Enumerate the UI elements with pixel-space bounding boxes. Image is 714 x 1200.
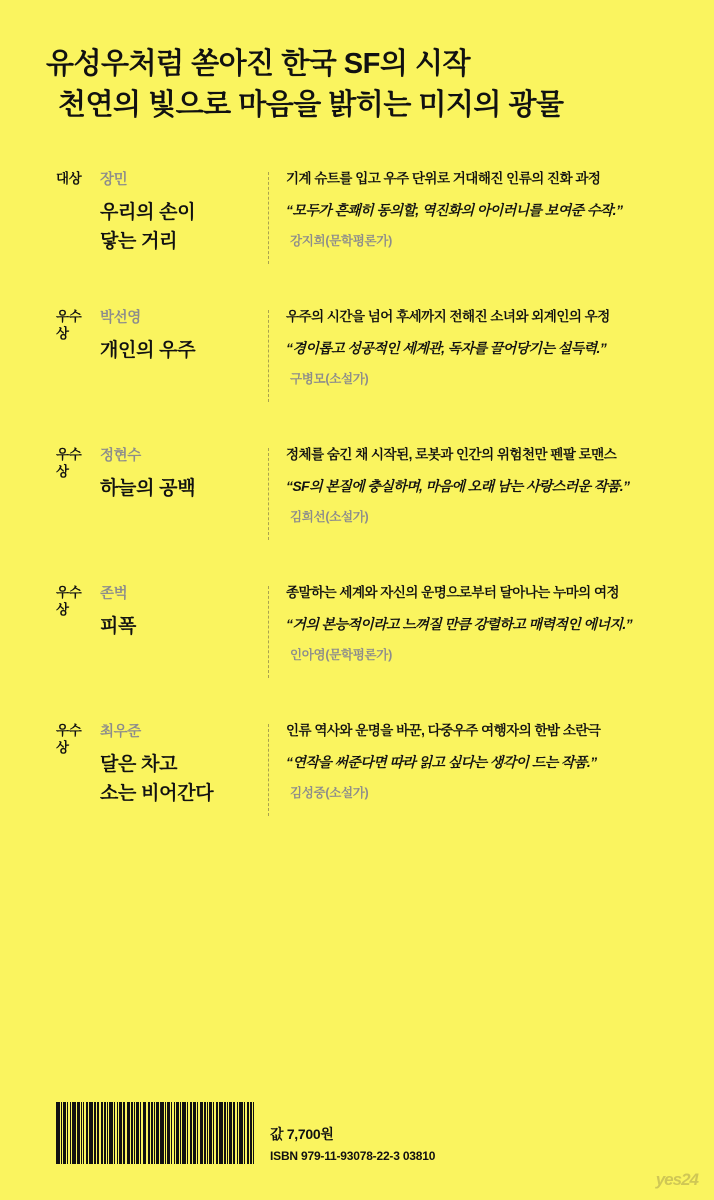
barcode — [56, 1102, 256, 1164]
dashed-divider — [268, 724, 270, 816]
award-title — [100, 199, 268, 256]
award-review — [286, 306, 684, 387]
award-author: 장민 — [100, 172, 128, 189]
award-prize-label: 우수상 — [56, 309, 82, 341]
award-title — [100, 475, 268, 504]
dashed-divider — [268, 310, 270, 402]
award-prize-label: 대상 — [56, 171, 82, 187]
dashed-divider — [268, 586, 270, 678]
award-list — [0, 168, 714, 816]
award-quote: “거의 본능적이라고 느껴질 만큼 강렬하고 매력적인 에너지.” — [286, 615, 633, 632]
award-critic: 강지희(문학평론가) — [290, 234, 392, 249]
award-title — [100, 613, 268, 642]
award-entry — [56, 720, 684, 816]
headline-line-2: 천연의 빛으로 마음을 밝히는 미지의 광물 — [58, 89, 564, 122]
award-critic: 구병모(소설가) — [290, 372, 369, 387]
site-watermark: yes24 — [655, 1170, 698, 1189]
headline-line-1: 유성우처럼 쏟아진 한국 SF의 시작 — [46, 48, 470, 80]
award-work-info — [86, 720, 268, 808]
award-author: 최우준 — [100, 724, 141, 741]
award-title-line-1: 달은 차고 — [100, 754, 178, 776]
award-critic: 김희선(소설가) — [290, 510, 369, 525]
award-quote: “모두가 흔쾌히 동의할, 역진화의 아이러니를 보여준 수작.” — [286, 201, 623, 218]
award-description: 종말하는 세계와 자신의 운명으로부터 달아나는 누마의 여정 — [286, 585, 620, 601]
award-description: 정체를 숨긴 채 시작된, 로봇과 인간의 위험천만 펜팔 로맨스 — [286, 447, 617, 463]
award-author: 박선영 — [100, 310, 141, 327]
award-title — [100, 751, 268, 808]
award-prize-label: 우수상 — [56, 447, 82, 479]
award-description: 인류 역사와 운명을 바꾼, 다중우주 여행자의 한밤 소란극 — [286, 723, 601, 739]
award-review — [286, 720, 684, 801]
award-work-info — [86, 582, 268, 642]
award-title-line-1: 우리의 손이 — [100, 202, 196, 224]
award-review — [286, 582, 684, 663]
award-description: 기계 슈트를 입고 우주 단위로 거대해진 인류의 진화 과정 — [286, 171, 601, 187]
award-title — [100, 337, 268, 366]
award-work-info — [86, 444, 268, 504]
isbn-label: ISBN 979-11-93078-22-3 03810 — [270, 1149, 436, 1163]
award-critic: 김성중(소설가) — [290, 786, 369, 801]
award-prize-label: 우수상 — [56, 585, 82, 617]
dashed-divider — [268, 172, 270, 264]
dashed-divider — [268, 448, 270, 540]
award-quote: “경이롭고 성공적인 세계관, 독자를 끌어당기는 설득력.” — [286, 339, 607, 356]
award-prize-label: 우수상 — [56, 723, 82, 755]
award-entry — [56, 444, 684, 540]
award-review — [286, 444, 684, 525]
award-description: 우주의 시간을 넘어 후세까지 전해진 소녀와 외계인의 우정 — [286, 309, 610, 325]
award-title-line-1: 하늘의 공백 — [100, 478, 196, 500]
headline — [0, 0, 714, 126]
award-title-line-2: 소는 비어간다 — [100, 782, 214, 804]
footer-text — [270, 1124, 435, 1164]
award-title-line-2: 닿는 거리 — [100, 230, 178, 252]
award-entry — [56, 306, 684, 402]
award-title-line-1: 개인의 우주 — [100, 340, 196, 362]
award-quote: “SF의 본질에 충실하며, 마음에 오래 남는 사랑스러운 작품.” — [286, 477, 630, 494]
footer — [56, 1102, 435, 1164]
award-critic: 인아영(문학평론가) — [290, 648, 392, 663]
price-label: 값 7,700원 — [270, 1126, 334, 1142]
award-author: 존벅 — [100, 586, 128, 603]
award-quote: “연작을 써준다면 따라 읽고 싶다는 생각이 드는 작품.” — [286, 753, 597, 770]
award-author: 정현수 — [100, 448, 141, 465]
award-entry — [56, 582, 684, 678]
award-review — [286, 168, 684, 249]
award-work-info — [86, 168, 268, 256]
award-title-line-1: 피폭 — [100, 616, 137, 638]
award-work-info — [86, 306, 268, 366]
award-entry — [56, 168, 684, 264]
